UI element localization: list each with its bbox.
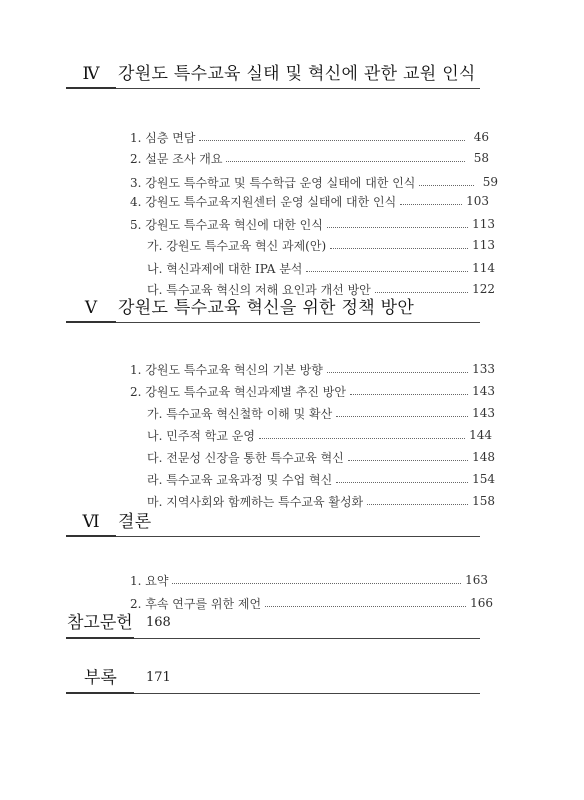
toc-entry-page: 59 (482, 175, 498, 189)
toc-entry-label: 가. 특수교육 혁신철학 이해 및 확산 (147, 406, 333, 421)
toc-entry-label: 1. 강원도 특수교육 혁신의 기본 방향 (130, 362, 323, 377)
dot-leader (348, 460, 468, 461)
toc-entry-page: 163 (465, 573, 488, 587)
section-title: 결론 (118, 512, 152, 532)
toc-entry-label: 1. 요약 (130, 573, 169, 588)
toc-entry-page: 166 (470, 596, 493, 610)
toc-entry-page: 143 (472, 384, 495, 398)
toc-entry-page: 113 (472, 238, 495, 252)
toc-entry-label: 5. 강원도 특수교육 혁신에 대한 인식 (130, 217, 323, 232)
toc-entry-page: 114 (472, 261, 495, 275)
toc-entry-page: 144 (469, 428, 492, 442)
toc-entry-page: 113 (472, 217, 495, 231)
toc-entry-page: 158 (472, 494, 495, 508)
dot-leader (265, 606, 466, 607)
heading-rule-thin (116, 88, 480, 89)
toc-entry[interactable] (130, 127, 489, 147)
section-heading (0, 510, 584, 538)
toc-entry-label: 다. 전문성 신장을 통한 특수교육 혁신 (147, 450, 344, 465)
toc-section-5 (0, 296, 584, 509)
toc-entry-label: 1. 심층 면담 (130, 130, 196, 145)
section-title: 강원도 특수교육 혁신을 위한 정책 방안 (118, 298, 415, 318)
heading-rule-thick (66, 87, 116, 89)
toc-entry[interactable] (147, 425, 492, 445)
heading-rule-thick (66, 535, 116, 537)
toc-entry[interactable] (130, 359, 495, 379)
toc-entry-label: 2. 강원도 특수교육 혁신과제별 추진 방안 (130, 384, 346, 399)
dot-leader (336, 482, 468, 483)
section-title: 강원도 특수교육 실태 및 혁신에 관한 교원 인식 (118, 64, 476, 84)
heading-rule-thin (116, 322, 480, 323)
toc-entry[interactable] (147, 258, 495, 278)
toc-entry-page: 133 (472, 362, 495, 376)
toc-entry[interactable] (147, 447, 495, 467)
toc-entry-page: 46 (473, 130, 489, 144)
dot-leader (367, 504, 468, 505)
toc-entry-label: 2. 설문 조사 개요 (130, 151, 223, 166)
heading-rule-thin (116, 536, 480, 537)
dot-leader (400, 204, 462, 205)
toc-entry-label: 2. 후속 연구를 위한 제언 (130, 596, 262, 611)
toc-entry[interactable] (147, 235, 495, 255)
toc-entry[interactable] (147, 469, 495, 489)
toc-entry[interactable] (130, 172, 498, 192)
dot-leader (419, 185, 474, 186)
toc-entry-label: 3. 강원도 특수학교 및 특수학급 운영 실태에 대한 인식 (130, 175, 416, 190)
toc-section-4 (0, 62, 584, 297)
toc-section-6 (0, 510, 584, 611)
toc-entry-label: 가. 강원도 특수교육 혁신 과제(안) (147, 238, 327, 253)
toc-entry-page: 143 (472, 406, 495, 420)
heading-rule-thin (134, 638, 480, 639)
toc-entry-page: 58 (473, 151, 489, 165)
toc-entry-page: 103 (466, 194, 489, 208)
toc-references[interactable] (0, 611, 584, 641)
section-heading (0, 62, 584, 90)
toc-entry-label: 4. 강원도 특수교육지원센터 운영 실태에 대한 인식 (130, 194, 397, 209)
toc-entry[interactable] (130, 191, 489, 211)
section-number: Ⅳ (82, 64, 100, 84)
toc-entry-page: 148 (472, 450, 495, 464)
toc-appendix[interactable] (0, 666, 584, 696)
toc-entry-label: 나. 민주적 학교 운영 (147, 428, 255, 443)
heading-rule-thick (66, 637, 134, 639)
section-heading (0, 296, 584, 324)
toc-entry[interactable] (147, 491, 495, 511)
section-number: Ⅵ (82, 512, 100, 532)
dot-leader (259, 438, 465, 439)
toc-entry-page: 154 (472, 472, 495, 486)
dot-leader (327, 227, 468, 228)
toc-entry-label: 다. 특수교육 혁신의 저해 요인과 개선 방안 (147, 282, 371, 297)
section-number: Ⅴ (84, 298, 98, 318)
toc-entry[interactable] (130, 214, 495, 234)
dot-leader (199, 140, 465, 141)
dot-leader (350, 394, 468, 395)
dot-leader (336, 416, 468, 417)
dot-leader (375, 292, 468, 293)
heading-rule-thick (66, 321, 116, 323)
appendix-title: 부록 (84, 668, 117, 688)
dot-leader (327, 372, 468, 373)
toc-entry[interactable] (147, 403, 495, 423)
toc-entry[interactable] (130, 593, 493, 613)
dot-leader (330, 248, 468, 249)
toc-entry-label: 나. 혁신과제에 대한 IPA 분석 (147, 261, 303, 276)
references-page: 168 (146, 615, 171, 630)
toc-entry[interactable] (130, 381, 495, 401)
dot-leader (172, 583, 461, 584)
references-title: 참고문헌 (67, 613, 133, 633)
toc-entry[interactable] (130, 570, 488, 590)
appendix-page: 171 (146, 670, 171, 685)
toc-entry[interactable] (130, 148, 489, 168)
dot-leader (226, 161, 465, 162)
toc-entry-page: 122 (472, 282, 495, 296)
toc-entry-label: 라. 특수교육 교육과정 및 수업 혁신 (147, 472, 333, 487)
toc-entry-label: 마. 지역사회와 함께하는 특수교육 활성화 (147, 494, 364, 509)
heading-rule-thin (134, 693, 480, 694)
dot-leader (306, 271, 468, 272)
heading-rule-thick (66, 692, 134, 694)
